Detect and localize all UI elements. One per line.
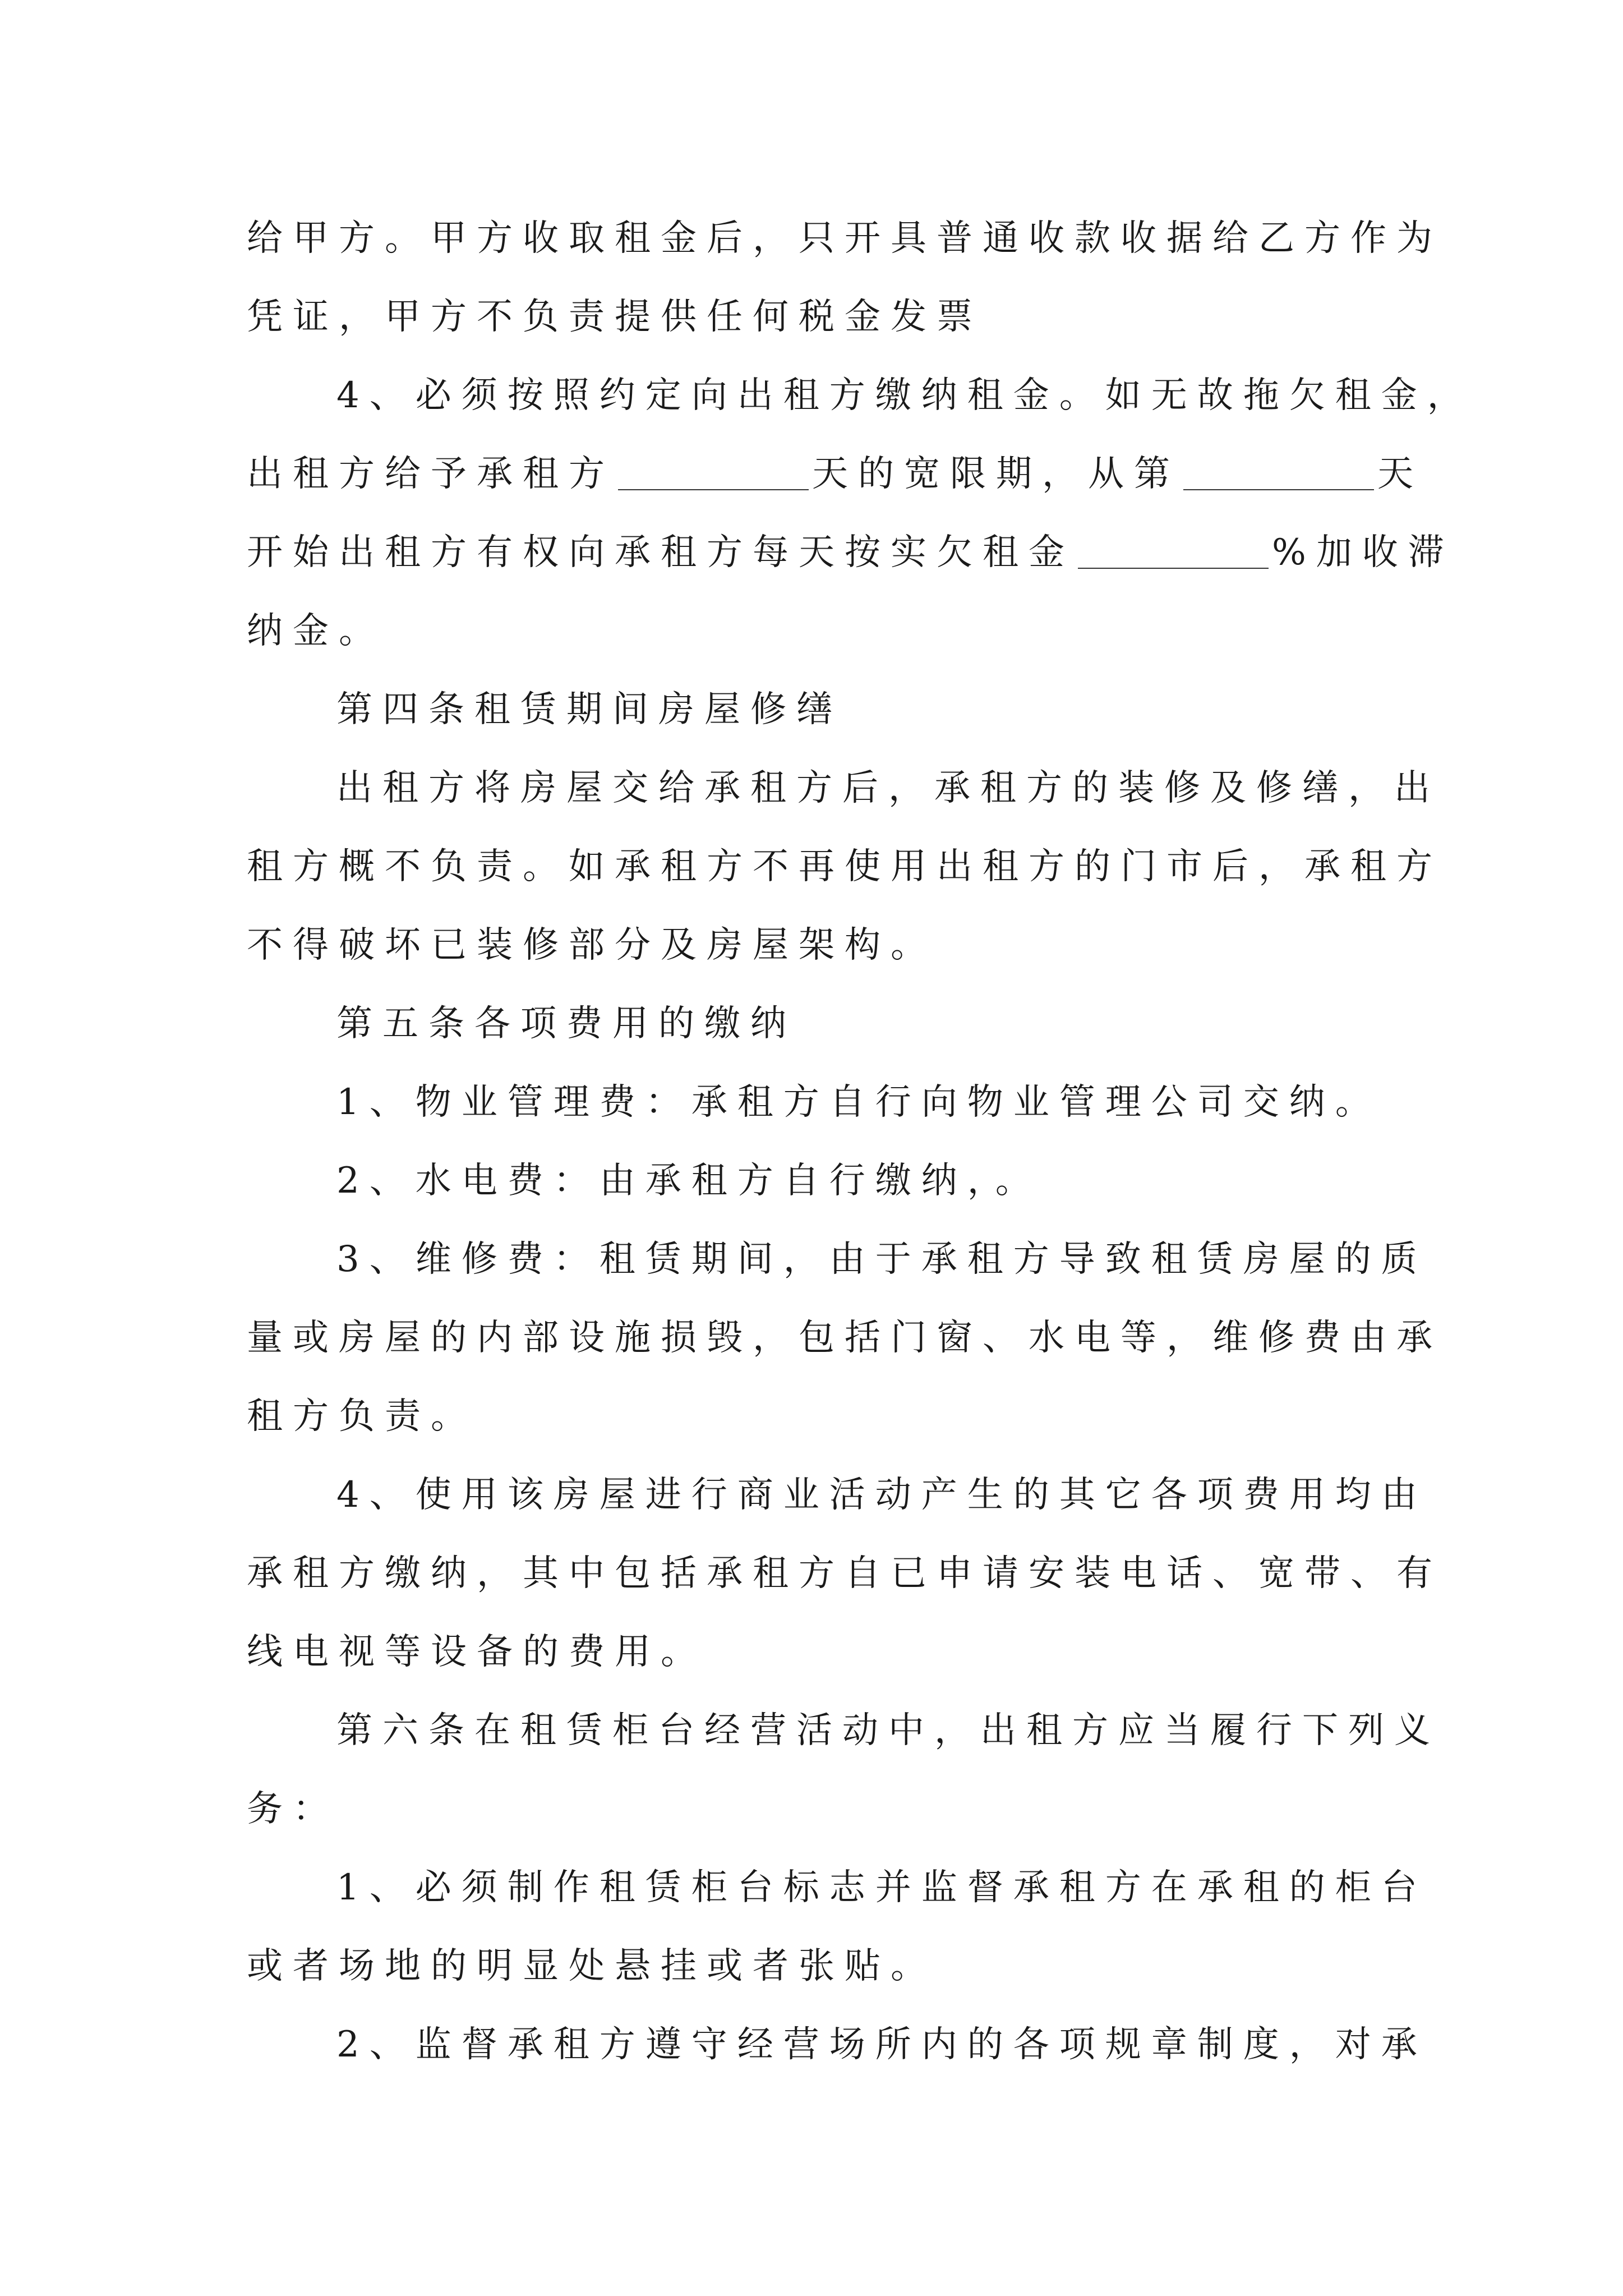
text-segment: 出租方给予承租方 xyxy=(247,453,615,495)
text-line: 2、水电费：由承租方自行缴纳，。 xyxy=(336,1160,1041,1202)
text-line: 给甲方。甲方收取租金后，只开具普通收款收据给乙方作为 xyxy=(247,218,1442,259)
section-heading: 第五条各项费用的缴纳 xyxy=(336,1003,796,1045)
text-line: 量或房屋的内部设施损毁，包括门窗、水电等，维修费由承 xyxy=(247,1317,1442,1359)
fill-in-blank xyxy=(618,453,809,490)
text-line: 4、使用该房屋进行商业活动产生的其它各项费用均由 xyxy=(336,1474,1427,1516)
fill-in-blank xyxy=(1078,532,1269,569)
text-line: 纳金。 xyxy=(247,610,385,652)
text-line-with-blanks xyxy=(247,522,1454,583)
text-line: 3、维修费：租赁期间，由于承租方导致租赁房屋的质 xyxy=(336,1239,1427,1280)
text-line: 1、物业管理费：承租方自行向物业管理公司交纳。 xyxy=(336,1082,1381,1123)
text-line: 线电视等设备的费用。 xyxy=(247,1631,707,1673)
text-line: 或者场地的明显处悬挂或者张贴。 xyxy=(247,1945,937,1987)
text-segment: 天 xyxy=(1377,453,1423,495)
text-segment: %加收滞 xyxy=(1272,532,1454,573)
text-line: 2、监督承租方遵守经营场所内的各项规章制度，对承 xyxy=(336,2024,1427,2065)
text-line: 凭证，甲方不负责提供任何税金发票 xyxy=(247,296,983,338)
section-heading: 第六条在租赁柜台经营活动中，出租方应当履行下列义 xyxy=(336,1710,1440,1751)
text-line: 务： xyxy=(247,1788,339,1830)
text-line: 承租方缴纳，其中包括承租方自已申请安装电话、宽带、有 xyxy=(247,1553,1442,1594)
section-heading: 第四条租赁期间房屋修缮 xyxy=(336,689,842,730)
text-line: 出租方将房屋交给承租方后，承租方的装修及修缮，出 xyxy=(336,767,1440,809)
text-line: 1、必须制作租赁柜台标志并监督承租方在承租的柜台 xyxy=(336,1867,1427,1908)
text-segment: 天的宽限期，从第 xyxy=(812,453,1180,495)
text-line: 租方负责。 xyxy=(247,1396,477,1437)
text-segment: 开始出租方有权向承租方每天按实欠租金 xyxy=(247,532,1075,573)
text-line: 租方概不负责。如承租方不再使用出租方的门市后，承租方 xyxy=(247,846,1442,887)
text-line: 4、必须按照约定向出租方缴纳租金。如无故拖欠租金， xyxy=(336,375,1473,416)
text-line: 不得破坏已装修部分及房屋架构。 xyxy=(247,924,937,966)
fill-in-blank xyxy=(1183,453,1374,490)
text-line-with-blanks xyxy=(247,443,1423,505)
